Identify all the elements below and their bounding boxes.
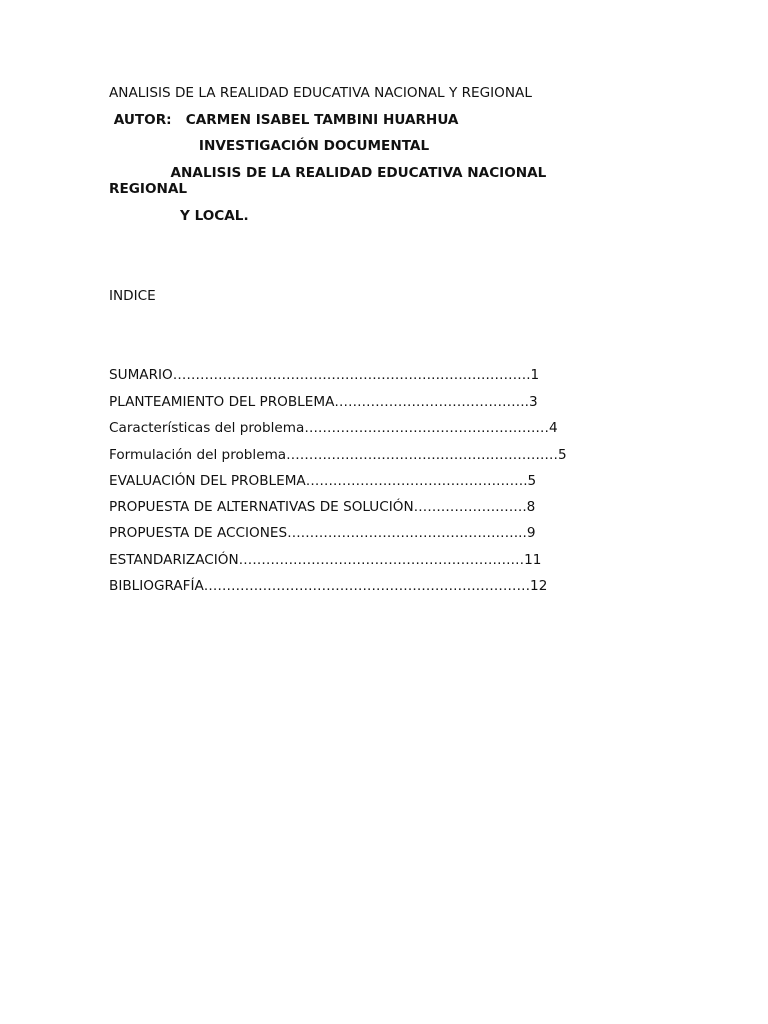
author-line: AUTOR: CARMEN ISABEL TAMBINI HUARHUA — [109, 112, 459, 128]
toc-entry-sumario: SUMARIO…………………………………………………………………….1 — [109, 367, 540, 383]
toc-entry-evaluacion: EVALUACIÓN DEL PROBLEMA………………………………………….5 — [109, 473, 537, 489]
toc-entry-estandarizacion: ESTANDARIZACIÓN………………………………………………………11 — [109, 552, 542, 568]
document-title-line-1: ANALISIS DE LA REALIDAD EDUCATIVA NACIONAL — [109, 165, 547, 181]
document-header-line: ANALISIS DE LA REALIDAD EDUCATIVA NACIONAL Y REGIONAL — [109, 85, 532, 101]
toc-entry-planteamiento: PLANTEAMIENTO DEL PROBLEMA…………………………………….3 — [109, 394, 538, 410]
toc-entry-acciones: PROPUESTA DE ACCIONES……………………………………………..9 — [109, 525, 536, 541]
toc-entry-alternativas: PROPUESTA DE ALTERNATIVAS DE SOLUCIÓN…………………….8 — [109, 499, 536, 515]
document-title-line-2: REGIONAL — [109, 181, 188, 197]
toc-entry-bibliografia: BIBLIOGRAFÍA………………………………………………………………12 — [109, 578, 548, 594]
index-heading: INDICE — [109, 288, 156, 304]
document-title-line-3: Y LOCAL. — [109, 208, 249, 224]
toc-entry-formulacion: Formulación del problema……………………………………………………5 — [109, 447, 567, 463]
toc-entry-caracteristicas: Características del problema………………………………………………4 — [109, 420, 558, 436]
research-type-heading: INVESTIGACIÓN DOCUMENTAL — [109, 138, 430, 154]
